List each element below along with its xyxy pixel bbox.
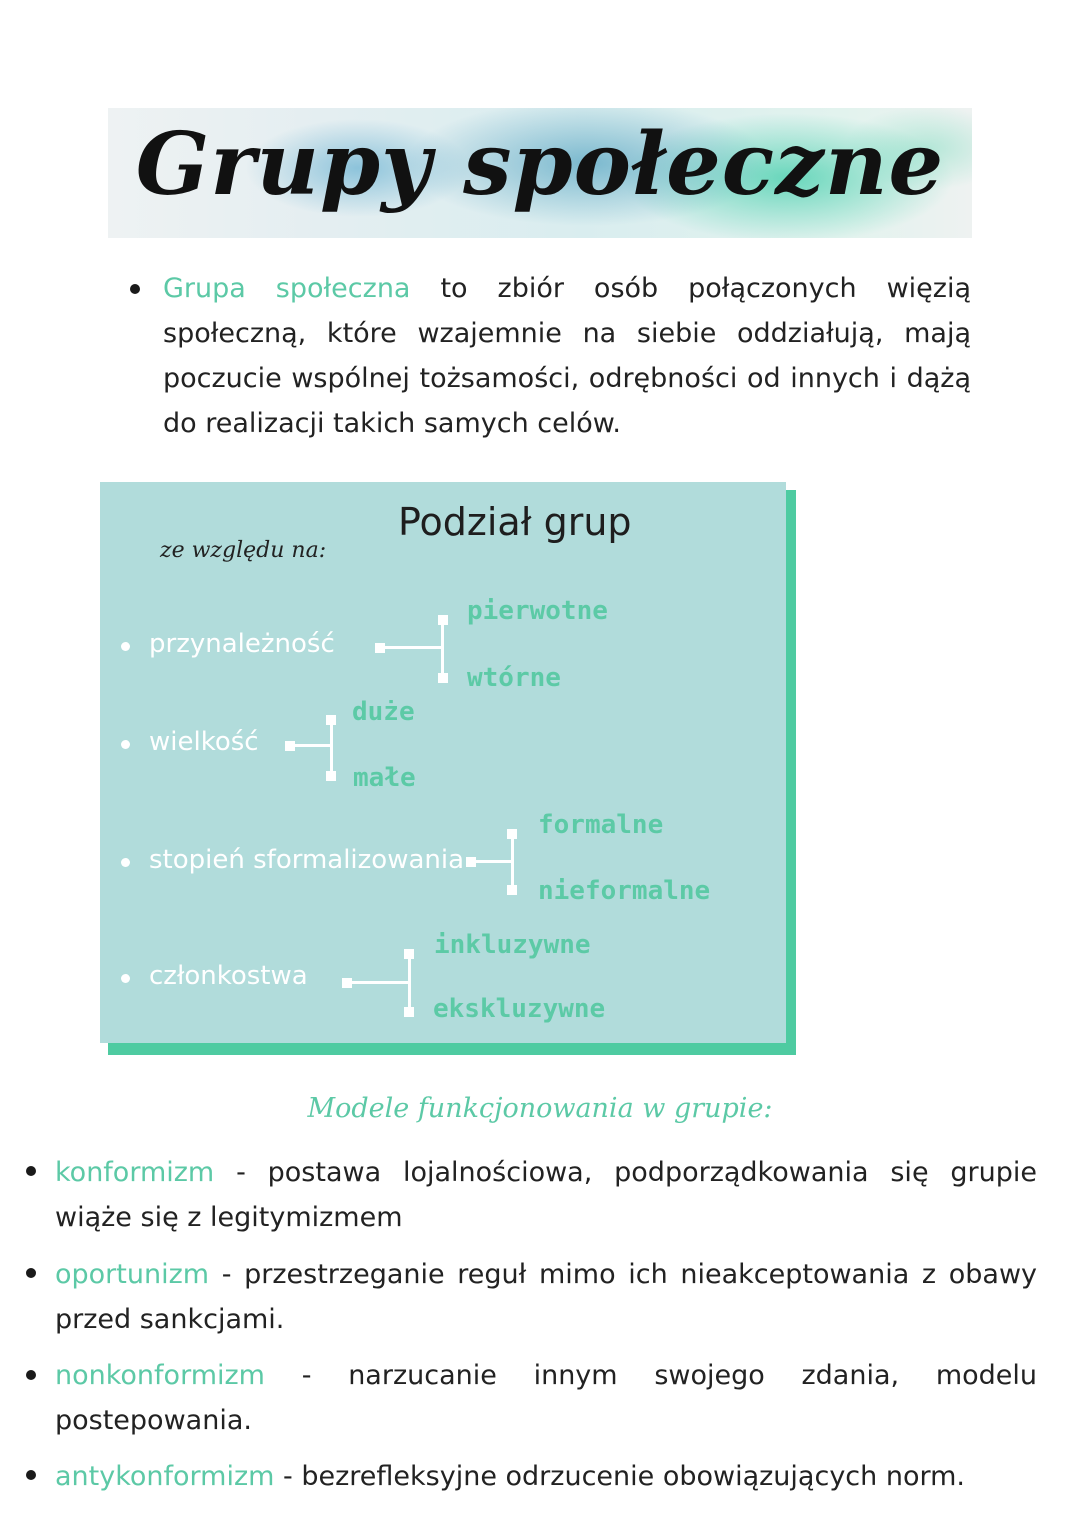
criterion-bullet bbox=[121, 740, 130, 749]
connector-line bbox=[511, 834, 514, 890]
connector-node bbox=[404, 949, 414, 959]
connector-node bbox=[326, 715, 336, 725]
definition-paragraph bbox=[163, 266, 971, 446]
classification-subtitle: ze względu na: bbox=[160, 538, 327, 563]
connector-node bbox=[438, 673, 448, 683]
connector-line bbox=[441, 620, 444, 678]
model-bullet bbox=[26, 1370, 36, 1380]
page-title: Grupy społeczne bbox=[135, 114, 945, 215]
definition-text: to zbiór osób połączonych więzią społeczną, które wzajemnie na siebie oddziałują, mają poczucie wspólnej tożsamości, odrębności od innych i dążą do realizacji takich samych celów. bbox=[163, 273, 971, 439]
connector-line bbox=[347, 981, 409, 984]
type-large: duże bbox=[352, 697, 415, 727]
connector-node bbox=[326, 771, 336, 781]
criterion-bullet bbox=[121, 642, 130, 651]
connector-node bbox=[507, 829, 517, 839]
model-item bbox=[55, 1353, 1037, 1443]
criterion-bullet bbox=[121, 858, 130, 867]
criterion-size: wielkość bbox=[149, 727, 259, 757]
title-banner bbox=[108, 108, 972, 238]
connector-line bbox=[330, 720, 333, 776]
model-bullet bbox=[26, 1470, 36, 1480]
type-inclusive: inkluzywne bbox=[434, 930, 591, 960]
connector-node bbox=[507, 885, 517, 895]
model-term: oportunizm bbox=[55, 1259, 210, 1290]
model-term: konformizm bbox=[55, 1157, 215, 1188]
model-term: antykonformizm bbox=[55, 1461, 275, 1492]
model-bullet bbox=[26, 1268, 36, 1278]
model-item bbox=[55, 1454, 1037, 1499]
type-small: małe bbox=[353, 763, 416, 793]
model-desc: - bezrefleksyjne odrzucenie obowiązujących norm. bbox=[274, 1461, 965, 1492]
criterion-membership-type: przynależność bbox=[149, 629, 335, 659]
model-item bbox=[55, 1150, 1037, 1240]
type-informal: nieformalne bbox=[538, 876, 711, 906]
connector-line bbox=[471, 860, 512, 863]
criterion-bullet bbox=[121, 974, 130, 983]
model-desc: - przestrzeganie reguł mimo ich nieakceptowania z obawy przed sankcjami. bbox=[55, 1259, 1037, 1335]
models-heading: Modele funkcjonowania w grupie: bbox=[307, 1093, 773, 1124]
connector-node bbox=[438, 615, 448, 625]
model-bullet bbox=[26, 1166, 36, 1176]
definition-bullet bbox=[130, 284, 140, 294]
type-primary: pierwotne bbox=[467, 596, 608, 626]
connector-line bbox=[408, 954, 411, 1014]
definition-term: Grupa społeczna bbox=[163, 273, 411, 304]
connector-line bbox=[380, 646, 442, 649]
model-desc: - postawa lojalnościowa, podporządkowania się grupie wiąże się z legitymizmem bbox=[55, 1157, 1037, 1233]
classification-title: Podział grup bbox=[398, 500, 632, 544]
connector-node bbox=[404, 1007, 414, 1017]
model-term: nonkonformizm bbox=[55, 1360, 265, 1391]
criterion-formalization: stopień sformalizowania bbox=[149, 845, 465, 875]
type-secondary: wtórne bbox=[467, 663, 561, 693]
model-desc: - narzucanie innym swojego zdania, modelu postepowania. bbox=[55, 1360, 1037, 1436]
connector-line bbox=[290, 744, 331, 747]
model-item bbox=[55, 1252, 1037, 1342]
type-exclusive: ekskluzywne bbox=[433, 994, 606, 1024]
type-formal: formalne bbox=[538, 810, 664, 840]
criterion-membership: członkostwa bbox=[149, 961, 308, 991]
